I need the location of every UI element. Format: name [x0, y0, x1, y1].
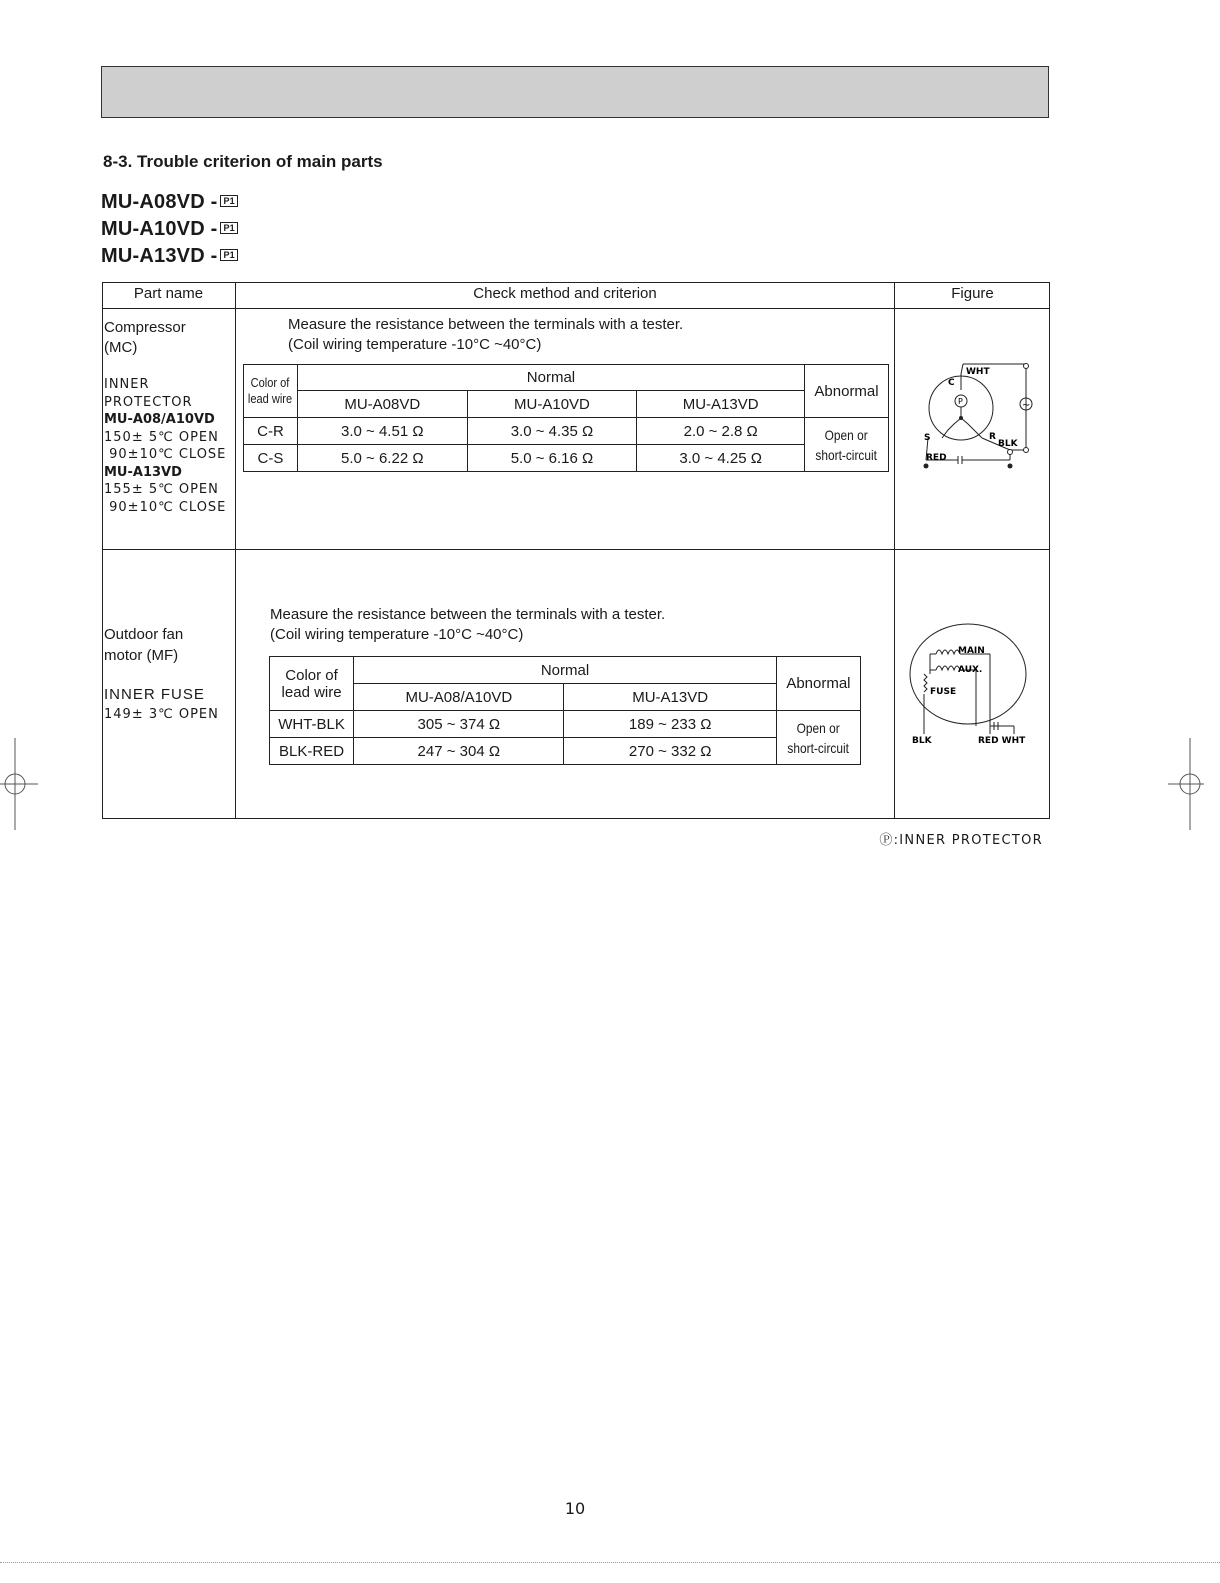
- fig-label-blk: BLK: [998, 439, 1018, 449]
- header-divider: [102, 308, 1050, 309]
- aux-coil: [936, 666, 960, 670]
- compressor-name: Compressor (MC): [104, 319, 186, 356]
- compressor-wiring-diagram: [918, 360, 1038, 472]
- resistance-value: 3.0 ~ 4.25 Ω: [637, 445, 805, 472]
- col-divider: [235, 282, 236, 819]
- color-lead-header: Color of lead wire: [270, 657, 354, 711]
- model-badge: P1: [220, 195, 237, 207]
- model-title-1: MU-A08VD - P1: [101, 191, 238, 214]
- resistance-value: 270 ~ 332 Ω: [564, 738, 776, 765]
- fan-motor-wiring-diagram: [906, 622, 1036, 750]
- page-bottom-edge: [0, 1562, 1220, 1564]
- model-title-3: MU-A13VD - P1: [101, 245, 238, 268]
- fig-label-wht: WHT: [966, 367, 990, 377]
- col-divider: [894, 282, 895, 819]
- model-col-header: MU-A10VD: [467, 391, 637, 418]
- abnormal-value: Open or short-circuit: [776, 711, 860, 765]
- header-figure: Figure: [951, 285, 994, 302]
- main-coil: [936, 650, 960, 654]
- fig-label-blk: BLK: [912, 736, 932, 746]
- fig-label-main: MAIN: [958, 646, 985, 656]
- header-part-name: Part name: [133, 285, 204, 302]
- registration-mark-left: [0, 738, 40, 830]
- fig-label-aux: AUX.: [958, 665, 983, 675]
- normal-header: Normal: [354, 657, 777, 684]
- compressor-instruction: Measure the resistance between the terminals with a tester. (Coil wiring temperature -10°C ~40°C): [288, 316, 684, 353]
- model-col-header: MU-A13VD: [637, 391, 805, 418]
- resistance-value: 3.0 ~ 4.51 Ω: [297, 418, 467, 445]
- header-banner: [101, 66, 1049, 118]
- model-badge: P1: [220, 249, 237, 261]
- section-title: 8-3. Trouble criterion of main parts: [103, 152, 383, 171]
- fig-label-p: P: [958, 397, 963, 406]
- page-number: 10: [564, 1499, 586, 1518]
- header-check-method: Check method and criterion: [473, 285, 657, 302]
- model-badge: P1: [220, 222, 237, 234]
- wire-label: C-R: [244, 418, 298, 445]
- resistance-value: 5.0 ~ 6.16 Ω: [467, 445, 637, 472]
- fan-instruction: Measure the resistance between the terminals with a tester. (Coil wiring temperature -10°C ~40°C): [270, 606, 666, 643]
- fig-label-red-wht: RED WHT: [978, 736, 1026, 746]
- fig-label-c: C: [948, 378, 955, 388]
- normal-header: Normal: [297, 365, 804, 391]
- resistance-value: 3.0 ~ 4.35 Ω: [467, 418, 637, 445]
- abnormal-value: Open or short-circuit: [805, 418, 889, 472]
- model-col-header: MU-A13VD: [564, 684, 776, 711]
- inner-protector-footnote: Ⓟ:INNER PROTECTOR: [879, 833, 1043, 848]
- registration-mark-right: [1166, 738, 1206, 830]
- row-divider: [102, 549, 1050, 550]
- fan-fuse-spec: 149± 3℃ OPEN: [104, 707, 219, 722]
- model-title-2: MU-A10VD - P1: [101, 218, 238, 241]
- resistance-value: 5.0 ~ 6.22 Ω: [297, 445, 467, 472]
- wire-label: WHT-BLK: [270, 711, 354, 738]
- fan-resistance-table: [269, 656, 861, 765]
- wire-label: C-S: [244, 445, 298, 472]
- fan-fuse-label: INNER FUSE: [104, 686, 205, 703]
- fig-label-fuse: FUSE: [930, 687, 957, 697]
- abnormal-header: Abnormal: [776, 657, 860, 711]
- model-col-header: MU-A08VD: [297, 391, 467, 418]
- fig-label-red: RED: [926, 453, 947, 463]
- resistance-value: 247 ~ 304 Ω: [354, 738, 564, 765]
- color-lead-header: Color of lead wire: [244, 365, 298, 418]
- resistance-value: 2.0 ~ 2.8 Ω: [637, 418, 805, 445]
- wire-label: BLK-RED: [270, 738, 354, 765]
- compressor-resistance-table: [243, 364, 889, 472]
- fig-label-r: R: [989, 432, 996, 442]
- fig-label-ac: ~: [1022, 400, 1031, 411]
- abnormal-header: Abnormal: [805, 365, 889, 418]
- resistance-value: 305 ~ 374 Ω: [354, 711, 564, 738]
- resistance-value: 189 ~ 233 Ω: [564, 711, 776, 738]
- fan-motor-name: Outdoor fan motor (MF): [104, 626, 184, 664]
- compressor-protector-spec: INNER PROTECTOR MU-A08/A10VD 150± 5℃ OPEN 90±10℃ CLOSE MU-A13VD 155± 5℃ OPEN 90±10℃ CLOSE: [104, 377, 227, 515]
- fig-label-s: S: [924, 433, 931, 443]
- model-col-header: MU-A08/A10VD: [354, 684, 564, 711]
